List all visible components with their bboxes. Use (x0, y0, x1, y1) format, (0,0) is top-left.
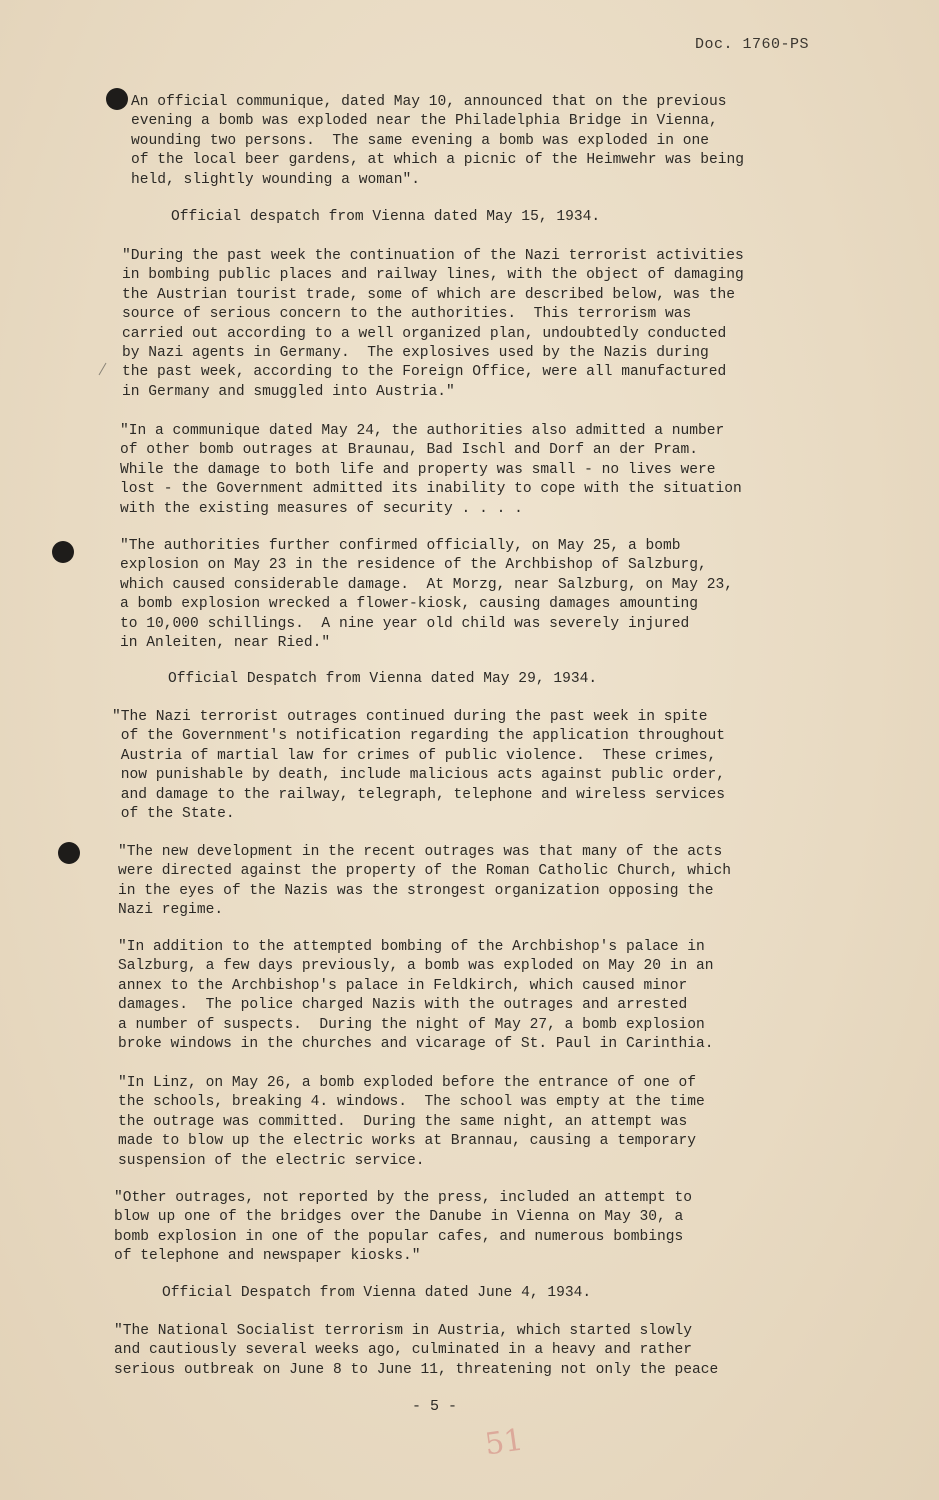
heading-despatch-may15: Official despatch from Vienna dated May 15, 1934. (171, 209, 601, 225)
punch-hole-middle (52, 541, 74, 563)
paragraph-may10-communique: An official communique, dated May 10, announced that on the previous evening a bomb was exploded near the Philadelphia Bridge in Vienna, wounding two persons. The same evening a bomb was exploded in one of the local beer gardens, at which a picnic of the Heimwehr was being held, slightly wounding a woman". (131, 94, 745, 188)
punch-hole-lower (58, 842, 80, 864)
heading-despatch-june4: Official Despatch from Vienna dated June 4, 1934. (162, 1285, 592, 1301)
paragraph-other-outrages: "Other outrages, not reported by the press, included an attempt to blow up one of the bridges over the Danube in Vienna on May 30, a bomb explosion in one of the popular cafes, and numerous bombings of telephone and newspaper kiosks." (114, 1190, 693, 1265)
paragraph-catholic-church: "The new development in the recent outrages was that many of the acts were directed against the property of the Roman Catholic Church, which in the eyes of the Nazis was the strongest organization opposing the Nazi regime. (118, 844, 732, 919)
heading-despatch-may29: Official Despatch from Vienna dated May 29, 1934. (168, 671, 598, 687)
document-number: Doc. 1760-PS (694, 36, 809, 53)
punch-hole-top (106, 88, 128, 110)
paragraph-archbishop-palace: "In addition to the attempted bombing of the Archbishop's palace in Salzburg, a few days previously, a bomb was exploded on May 20 in an annex to the Archbishop's palace in Feldkirch, which caused minor damages. The police charged Nazis with the outrages and arrested a number of suspects. During the night of May 27, a bomb explosion broke windows in the churches and vicarage of St. Paul in Carinthia. (118, 939, 714, 1053)
paragraph-linz-bombing: "In Linz, on May 26, a bomb exploded before the entrance of one of the schools, breaking 4. windows. The school was empty at the time the outrage was committed. During the same night, an attempt was made to blow up the electric works at Brannau, causing a temporary suspension of the electric service. (118, 1075, 705, 1169)
paragraph-may25-confirmation: "The authorities further confirmed officially, on May 25, a bomb explosion on May 23 in the residence of the Archbishop of Salzburg, which caused considerable damage. At Morzg, near Salzburg, on May 23, a bomb explosion wrecked a flower-kiosk, causing damages amounting to 10,000 schillings. A nine year old child was severely injured in Anleiten, near Ried." (120, 538, 734, 652)
margin-mark (99, 363, 107, 376)
paragraph-national-socialist-terrorism: "The National Socialist terrorism in Austria, which started slowly and cautiously several weeks ago, culminated in a heavy and rather serious outbreak on June 8 to June 11, threatening not only the peace (114, 1323, 719, 1378)
pencil-annotation: 51 (482, 1422, 526, 1463)
paragraph-may24-communique: "In a communique dated May 24, the authorities also admitted a number of other bomb outrages at Braunau, Bad Ischl and Dorf an der Pram. While the damage to both life and property was small - no lives were lost - the Government admitted its inability to cope with the situation with the existing measures of security . . . . (120, 423, 742, 517)
page-number: - 5 - (411, 1398, 457, 1415)
paragraph-past-week-terrorism: "During the past week the continuation of the Nazi terrorist activities in bombing public places and railway lines, with the object of damaging the Austrian tourist trade, some of which are described below, was the source of serious concern to the authorities. This terrorism was carried out according to a well organized plan, undoubtedly conducted by Nazi agents in Germany. The explosives used by the Nazis during the past week, according to the Foreign Office, were all manufactured in Germany and smuggled into Austria." (122, 248, 744, 400)
paragraph-martial-law: "The Nazi terrorist outrages continued during the past week in spite of the Government's notification regarding the application throughout Austria of martial law for crimes of public violence. These crimes, now punishable by death, include malicious acts against public order, and damage to the railway, telegraph, telephone and wireless services of the State. (112, 709, 726, 823)
